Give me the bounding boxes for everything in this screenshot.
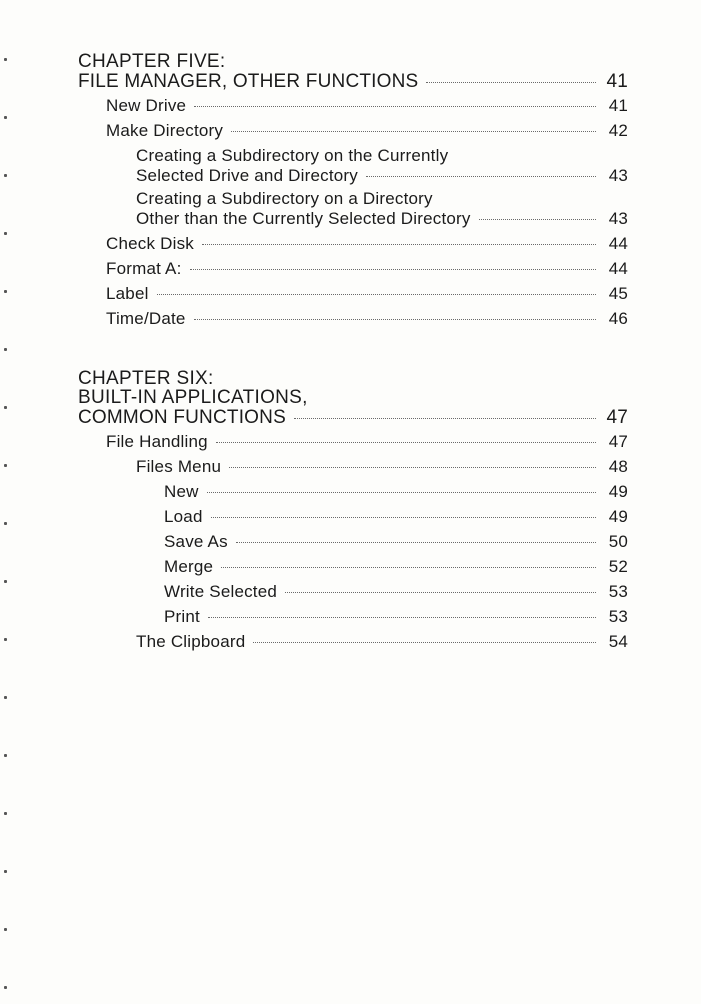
dot-leader (194, 106, 596, 107)
page-number: 41 (606, 71, 628, 92)
page-number: 48 (608, 457, 628, 476)
page-number: 41 (608, 96, 628, 115)
page-number: 44 (608, 259, 628, 278)
dot-leader (253, 642, 596, 643)
entry-title: Load (164, 507, 203, 526)
binding-mark (4, 290, 7, 293)
entry-title: Files Menu (136, 457, 222, 476)
toc-entry (164, 504, 628, 529)
page-number: 44 (608, 234, 628, 253)
entry-title: New (164, 482, 199, 501)
binding-hole-marks (4, 0, 10, 1004)
page-number: 47 (608, 432, 628, 451)
entry-title: Check Disk (106, 234, 194, 253)
toc-entry-multiline (136, 146, 628, 186)
chapter-six-title-row (78, 407, 628, 429)
dot-leader (294, 418, 596, 419)
entry-title-line1: Creating a Subdirectory on the Currently (136, 146, 449, 165)
entry-title: The Clipboard (136, 632, 246, 651)
toc-entry (106, 281, 628, 306)
binding-mark (4, 406, 7, 409)
binding-mark (4, 638, 7, 641)
entry-title: New Drive (106, 96, 187, 115)
toc-entry (164, 479, 628, 504)
entry-title: Merge (164, 557, 214, 576)
dot-leader (221, 567, 596, 568)
page-number: 47 (606, 407, 628, 428)
entry-title: Time/Date (106, 309, 186, 328)
toc-entry (106, 306, 628, 331)
chapter-six-title-line: BUILT-IN APPLICATIONS, (78, 387, 308, 408)
toc-entry-multiline (136, 189, 628, 229)
chapter-six-section (78, 369, 628, 654)
page-number: 45 (608, 284, 628, 303)
toc-entry (164, 604, 628, 629)
dot-leader (202, 244, 596, 245)
dot-leader (479, 219, 596, 220)
dot-leader (229, 467, 596, 468)
toc-entry-line2 (136, 209, 628, 229)
dot-leader (285, 592, 596, 593)
page-number: 52 (608, 557, 628, 576)
dot-leader (190, 269, 597, 270)
page-number: 46 (608, 309, 628, 328)
dot-leader (216, 442, 596, 443)
toc-entry (136, 629, 628, 654)
binding-mark (4, 986, 7, 989)
binding-mark (4, 58, 7, 61)
toc-entry (106, 231, 628, 256)
entry-title: Format A: (106, 259, 182, 278)
page-number: 53 (608, 607, 628, 626)
page-number: 43 (608, 209, 628, 228)
dot-leader (236, 542, 596, 543)
dot-leader (211, 517, 596, 518)
binding-mark (4, 812, 7, 815)
entry-title: Write Selected (164, 582, 278, 601)
chapter-six-title: COMMON FUNCTIONS (78, 407, 286, 428)
chapter-five-title: FILE MANAGER, OTHER FUNCTIONS (78, 71, 419, 92)
toc-entry (106, 256, 628, 281)
binding-mark (4, 580, 7, 583)
binding-mark (4, 754, 7, 757)
toc-entry (164, 579, 628, 604)
page-number: 54 (608, 632, 628, 651)
binding-mark (4, 696, 7, 699)
toc-entry (164, 554, 628, 579)
page-number: 49 (608, 507, 628, 526)
entry-title-line2: Selected Drive and Directory (136, 166, 358, 185)
toc-entry (106, 429, 628, 454)
binding-mark (4, 522, 7, 525)
dot-leader (194, 319, 596, 320)
binding-mark (4, 464, 7, 467)
dot-leader (208, 617, 596, 618)
chapter-five-title-row (78, 71, 628, 93)
chapter-five-heading: CHAPTER FIVE: (78, 51, 226, 72)
binding-mark (4, 174, 7, 177)
entry-title: Save As (164, 532, 228, 551)
chapter-five-section (78, 52, 628, 331)
binding-mark (4, 348, 7, 351)
entry-title: File Handling (106, 432, 208, 451)
toc-entry (136, 454, 628, 479)
entry-title-line2: Other than the Currently Selected Directory (136, 209, 471, 228)
binding-mark (4, 232, 7, 235)
page-number: 43 (608, 166, 628, 185)
page-number: 49 (608, 482, 628, 501)
page-number: 42 (608, 121, 628, 140)
dot-leader (157, 294, 596, 295)
binding-mark (4, 928, 7, 931)
page-number: 50 (608, 532, 628, 551)
entry-title-line1: Creating a Subdirectory on a Directory (136, 189, 433, 208)
dot-leader (207, 492, 596, 493)
entry-title: Make Directory (106, 121, 224, 140)
binding-mark (4, 116, 7, 119)
entry-title: Label (106, 284, 149, 303)
dot-leader (231, 131, 596, 132)
toc-entry (106, 93, 628, 118)
toc-entry (106, 118, 628, 143)
toc-entry (164, 529, 628, 554)
dot-leader (366, 176, 596, 177)
page-number: 53 (608, 582, 628, 601)
dot-leader (426, 82, 596, 83)
toc-entry-line2 (136, 166, 628, 186)
binding-mark (4, 870, 7, 873)
entry-title: Print (164, 607, 200, 626)
chapter-six-heading: CHAPTER SIX: (78, 368, 214, 389)
